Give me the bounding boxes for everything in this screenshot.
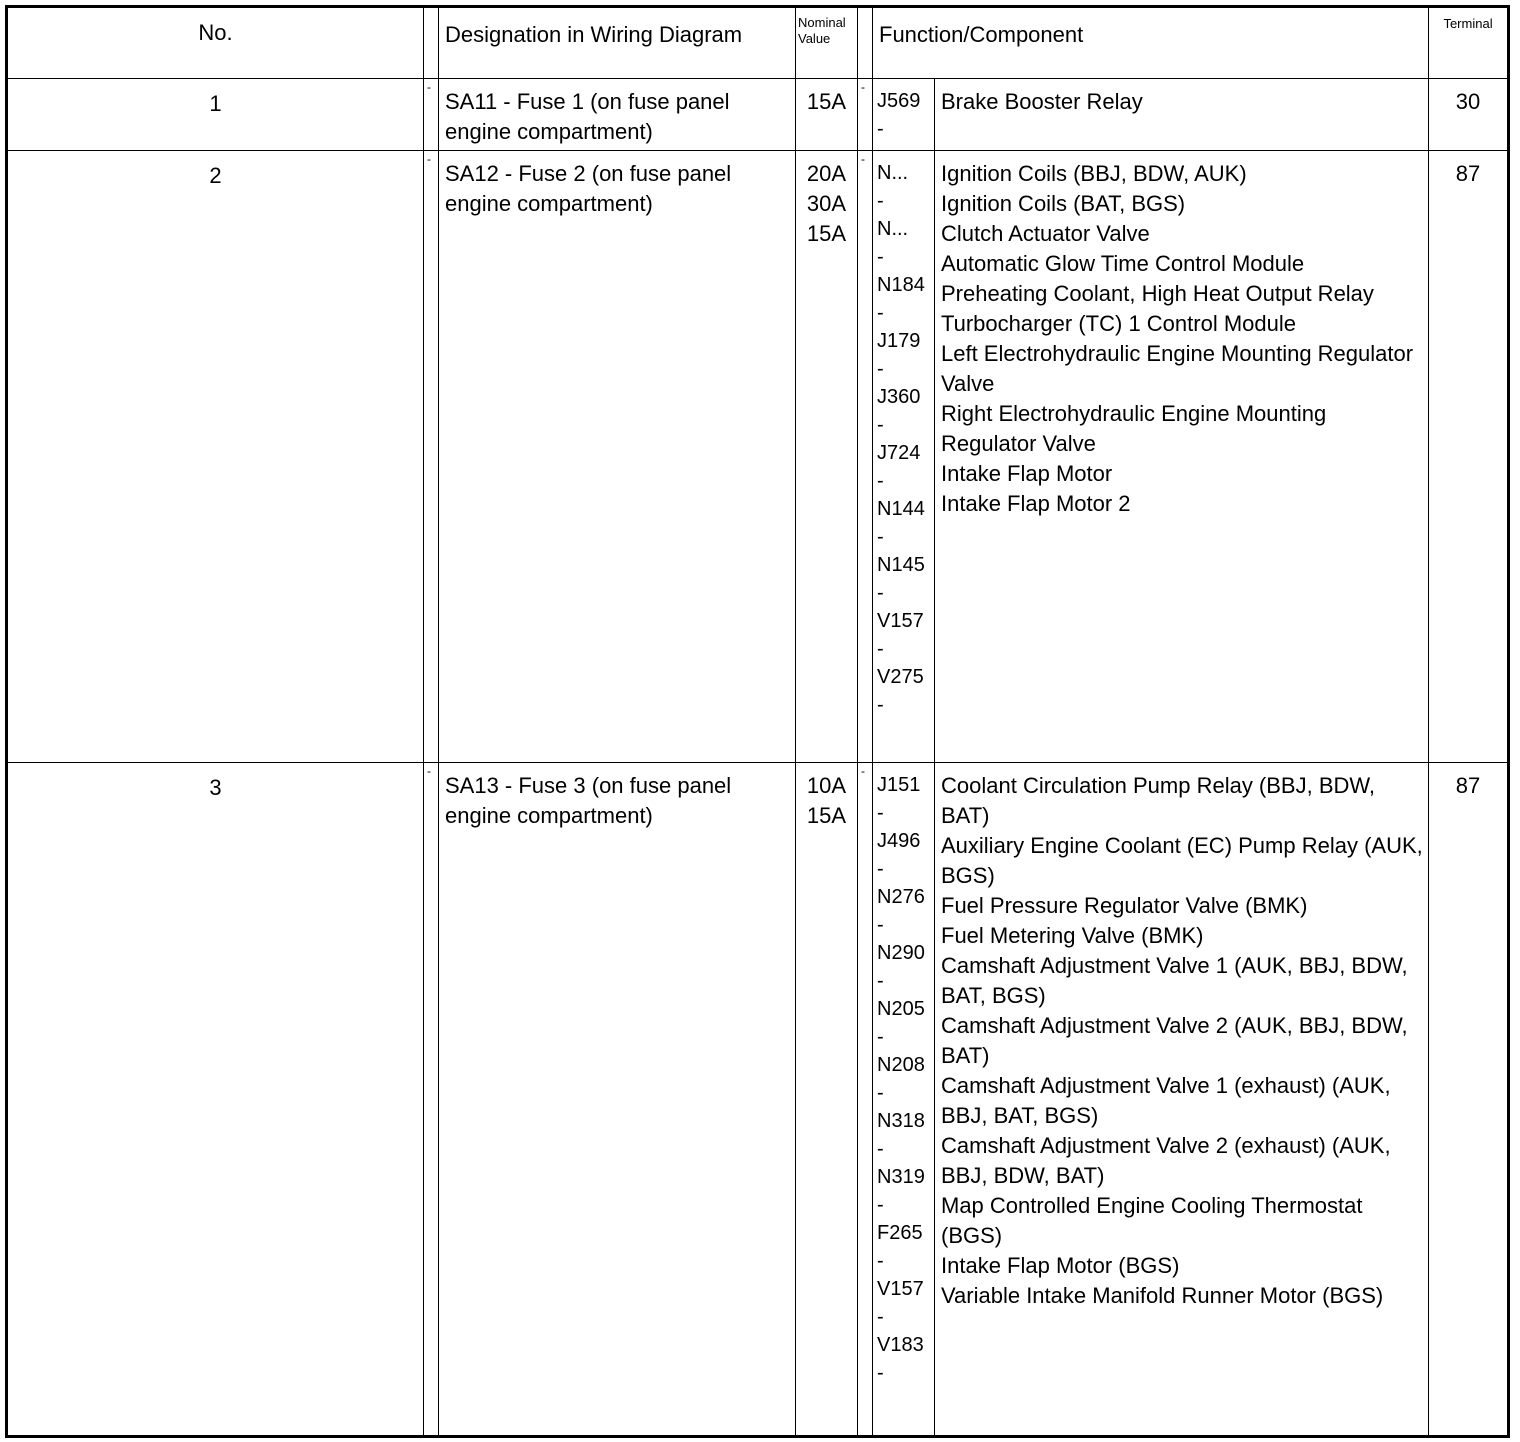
header-function-component: Function/Component <box>873 7 1429 79</box>
row-values <box>796 763 858 1437</box>
value-item: 15A <box>806 221 847 246</box>
function-item: Ignition Coils (BBJ, BDW, AUK) <box>941 161 1247 186</box>
code-item: J724 <box>877 442 921 464</box>
code-item: - <box>877 1362 884 1384</box>
spacer-cell <box>424 151 439 763</box>
row-designation: SA13 - Fuse 3 (on fuse panel engine compartment) <box>439 763 796 1437</box>
function-item: Clutch Actuator Valve <box>941 221 1150 246</box>
function-item: Automatic Glow Time Control Module <box>941 251 1305 276</box>
function-item: Intake Flap Motor <box>941 461 1113 486</box>
function-item: Camshaft Adjustment Valve 1 (exhaust) (AUK, BBJ, BAT, BGS) <box>941 1073 1391 1128</box>
row-terminal: 87 <box>1429 151 1509 763</box>
function-item: Fuel Metering Valve (BMK) <box>941 923 1204 948</box>
code-item: N318 <box>877 1110 925 1132</box>
code-item: - <box>877 1194 884 1216</box>
table-row <box>7 79 1509 151</box>
code-item: J496 <box>877 830 921 852</box>
code-item: N276 <box>877 886 925 908</box>
code-item: N184 <box>877 274 925 296</box>
code-item: V157 <box>877 1278 924 1300</box>
code-item: - <box>877 1306 884 1328</box>
tick-mark: - <box>861 764 865 778</box>
code-item: - <box>877 638 884 660</box>
code-item: N... <box>877 218 909 240</box>
tick-mark: - <box>861 152 865 166</box>
value-item: 20A <box>806 161 847 186</box>
row-values <box>796 79 858 151</box>
table-header-row <box>7 7 1509 79</box>
code-item: - <box>877 190 884 212</box>
row-codes <box>873 79 935 151</box>
code-item: - <box>877 118 884 140</box>
code-item: - <box>877 1026 884 1048</box>
spacer-cell <box>858 79 873 151</box>
code-item: V183 <box>877 1334 924 1356</box>
spacer-cell <box>424 763 439 1437</box>
tick-mark: - <box>861 80 865 94</box>
header-designation: Designation in Wiring Diagram <box>439 7 796 79</box>
tick-mark: - <box>427 764 431 778</box>
code-item: N... <box>877 162 909 184</box>
row-functions <box>935 763 1429 1437</box>
code-item: - <box>877 694 884 716</box>
function-item: Left Electrohydraulic Engine Mounting Regulator Valve <box>941 341 1414 396</box>
code-item: N290 <box>877 942 925 964</box>
code-item: N319 <box>877 1166 925 1188</box>
code-item: - <box>877 858 884 880</box>
function-item: Ignition Coils (BAT, BGS) <box>941 191 1186 216</box>
code-item: - <box>877 414 884 436</box>
function-item: Preheating Coolant, High Heat Output Relay <box>941 281 1374 306</box>
fuse-table <box>5 5 1510 1438</box>
code-item: - <box>877 470 884 492</box>
code-item: J569 <box>877 90 921 112</box>
row-codes <box>873 151 935 763</box>
spacer-cell <box>858 151 873 763</box>
code-item: N205 <box>877 998 925 1020</box>
code-item: - <box>877 1138 884 1160</box>
code-item: - <box>877 970 884 992</box>
row-terminal: 87 <box>1429 763 1509 1437</box>
row-values <box>796 151 858 763</box>
row-functions <box>935 79 1429 151</box>
code-item: - <box>877 526 884 548</box>
spacer-cell <box>424 79 439 151</box>
code-item: - <box>877 802 884 824</box>
code-item: N144 <box>877 498 925 520</box>
spacer-cell <box>424 7 439 79</box>
row-codes <box>873 763 935 1437</box>
table-row <box>7 763 1509 1437</box>
code-item: - <box>877 1082 884 1104</box>
function-item: Brake Booster Relay <box>941 89 1143 114</box>
function-item: Camshaft Adjustment Valve 2 (AUK, BBJ, BDW, BAT) <box>941 1013 1408 1068</box>
code-item: N208 <box>877 1054 925 1076</box>
function-item: Map Controlled Engine Cooling Thermostat (BGS) <box>941 1193 1363 1248</box>
value-item: 15A <box>806 89 847 114</box>
code-item: - <box>877 582 884 604</box>
code-item: - <box>877 1250 884 1272</box>
row-terminal: 30 <box>1429 79 1509 151</box>
row-no: 2 <box>7 151 424 763</box>
code-item: - <box>877 914 884 936</box>
function-item: Coolant Circulation Pump Relay (BBJ, BDW, BAT) <box>941 773 1376 828</box>
function-item: Camshaft Adjustment Valve 2 (exhaust) (AUK, BBJ, BDW, BAT) <box>941 1133 1391 1188</box>
code-item: F265 <box>877 1222 923 1244</box>
code-item: V157 <box>877 610 924 632</box>
code-item: N145 <box>877 554 925 576</box>
row-designation: SA12 - Fuse 2 (on fuse panel engine compartment) <box>439 151 796 763</box>
tick-mark: - <box>427 152 431 166</box>
header-nominal-value: Nominal Value <box>796 7 858 79</box>
code-item: J151 <box>877 774 921 796</box>
function-item: Intake Flap Motor 2 <box>941 491 1131 516</box>
code-item: J360 <box>877 386 921 408</box>
row-no: 3 <box>7 763 424 1437</box>
function-item: Auxiliary Engine Coolant (EC) Pump Relay (AUK, BGS) <box>941 833 1423 888</box>
code-item: - <box>877 302 884 324</box>
code-item: - <box>877 358 884 380</box>
header-terminal: Terminal <box>1429 7 1509 79</box>
code-item: V275 <box>877 666 924 688</box>
function-item: Intake Flap Motor (BGS) <box>941 1253 1180 1278</box>
code-item: - <box>877 246 884 268</box>
function-item: Camshaft Adjustment Valve 1 (AUK, BBJ, BDW, BAT, BGS) <box>941 953 1408 1008</box>
spacer-cell <box>858 7 873 79</box>
value-item: 30A <box>806 191 847 216</box>
spacer-cell <box>858 763 873 1437</box>
function-item: Variable Intake Manifold Runner Motor (BGS) <box>941 1283 1384 1308</box>
function-item: Turbocharger (TC) 1 Control Module <box>941 311 1296 336</box>
header-no: No. <box>7 7 424 79</box>
value-item: 15A <box>806 803 847 828</box>
function-item: Fuel Pressure Regulator Valve (BMK) <box>941 893 1308 918</box>
table-row <box>7 151 1509 763</box>
code-item: J179 <box>877 330 921 352</box>
value-item: 10A <box>806 773 847 798</box>
tick-mark: - <box>427 80 431 94</box>
row-no: 1 <box>7 79 424 151</box>
row-designation: SA11 - Fuse 1 (on fuse panel engine compartment) <box>439 79 796 151</box>
function-item: Right Electrohydraulic Engine Mounting Regulator Valve <box>941 401 1327 456</box>
row-functions <box>935 151 1429 763</box>
